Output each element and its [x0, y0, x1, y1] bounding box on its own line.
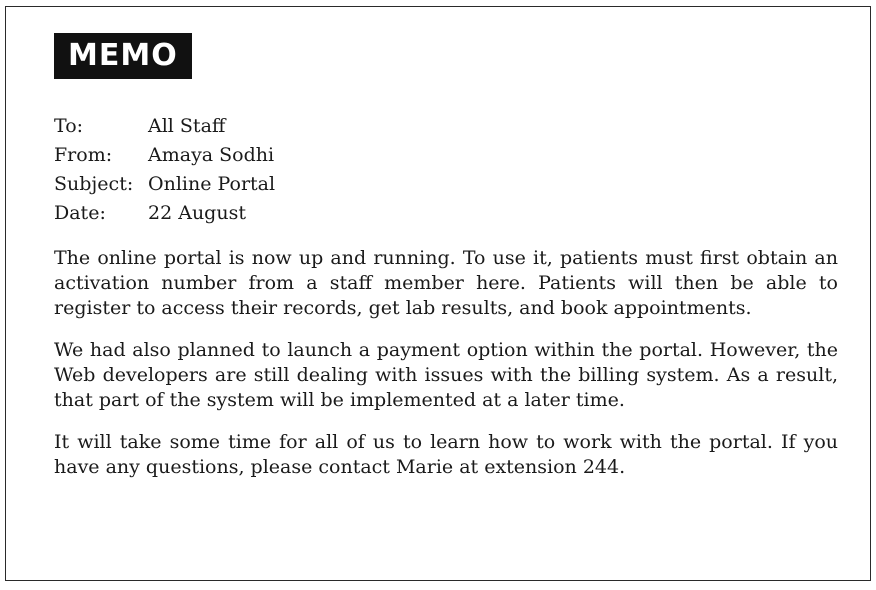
memo-badge: MEMO — [54, 33, 192, 79]
paragraph-contact: It will take some time for all of us to learn how to work with the portal. If you have any questions, please contact Marie at extension 244. — [54, 431, 838, 478]
from-label: From: — [54, 144, 113, 166]
memo-body — [54, 246, 838, 497]
date-row — [54, 199, 275, 228]
from-row — [54, 141, 275, 170]
memo-header — [54, 112, 275, 228]
paragraph-portal-launch: The online portal is now up and running. To use it, patients must first obtain an activation number from a staff member here. Patients will then be able to register to access their records, get lab results, and book appointments. — [54, 247, 838, 319]
from-value: Amaya Sodhi — [148, 144, 275, 166]
date-label: Date: — [54, 202, 106, 224]
to-value: All Staff — [148, 115, 226, 137]
subject-value: Online Portal — [148, 173, 276, 195]
paragraph-payment-option: We had also planned to launch a payment option within the portal. However, the Web developers are still dealing with issues with the billing system. As a result, that part of the system will be implemented at a later time. — [54, 339, 838, 411]
subject-label: Subject: — [54, 173, 134, 195]
to-row — [54, 112, 275, 141]
to-label: To: — [54, 115, 84, 137]
subject-row — [54, 170, 275, 199]
date-value: 22 August — [148, 202, 246, 224]
